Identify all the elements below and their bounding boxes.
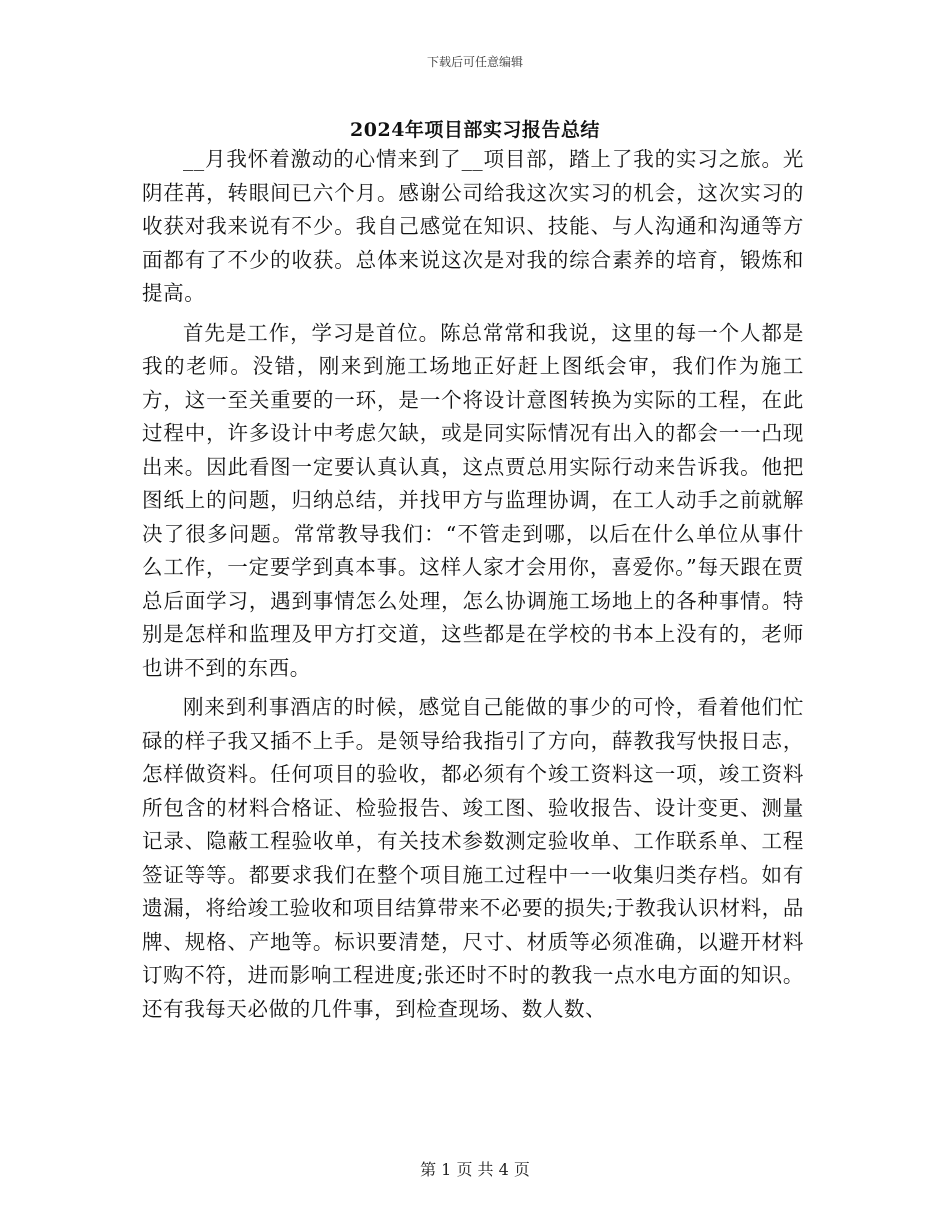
page-number: 第 1 页 共 4 页 bbox=[420, 1160, 530, 1179]
document-title: 2024年项目部实习报告总结 bbox=[350, 119, 600, 141]
paragraph-2: 首先是工作，学习是首位。陈总常常和我说，这里的每一个人都是我的老师。没错，刚来到施工场地正好赶上图纸会审，我们作为施工方，这一至关重要的一环，是一个将设计意图转换为实际的工程，在此过程中，许多设计中考虑欠缺，或是同实际情况有出入的都会一一凸现出来。因此看图一定要认真认真，这点贾总用实际行动来告诉我。他把图纸上的问题，归纳总结，并找甲方与监理协调，在工人动手之前就解决了很多问题。常常教导我们：“不管走到哪，以后在什么单位从事什么工作，一定要学到真本事。这样人家才会用你，喜爱你。”每天跟在贾总后面学习，遇到事情怎么处理，怎么协调施工场地上的各种事情。特别是怎样和监理及甲方打交道，这些都是在学校的书本上没有的，老师也讲不到的东西。 bbox=[142, 320, 804, 680]
paragraph-3: 刚来到利事酒店的时候，感觉自己能做的事少的可怜，看着他们忙碌的样子我又插不上手。是领导给我指引了方向，薛教我写快报日志，怎样做资料。任何项目的验收，都必须有个竣工资料这一项，竣工资料所包含的材料合格证、检验报告、竣工图、验收报告、设计变更、测量记录、隐蔽工程验收单，有关技术参数测定验收单、工作联系单、工程签证等等。都要求我们在整个项目施工过程中一一收集归类存档。如有遗漏，将给竣工验收和项目结算带来不必要的损失;于教我认识材料，品牌、规格、产地等。标识要清楚，尺寸、材质等必须准确，以避开材料订购不符，进而影响工程进度;张还时不时的教我一点水电方面的知识。还有我每天必做的几件事，到检查现场、数人数、 bbox=[142, 695, 804, 1021]
document-body bbox=[142, 143, 804, 1026]
paragraph-1: __月我怀着激动的心情来到了__项目部，踏上了我的实习之旅。光阴荏苒，转眼间已六个月。感谢公司给我这次实习的机会，这次实习的收获对我来说有不少。我自己感觉在知识、技能、与人沟通和沟通等方面都有了不少的收获。总体来说这次是对我的综合素养的培育，锻炼和提高。 bbox=[142, 147, 804, 305]
header-note: 下载后可任意编辑 bbox=[426, 55, 523, 69]
